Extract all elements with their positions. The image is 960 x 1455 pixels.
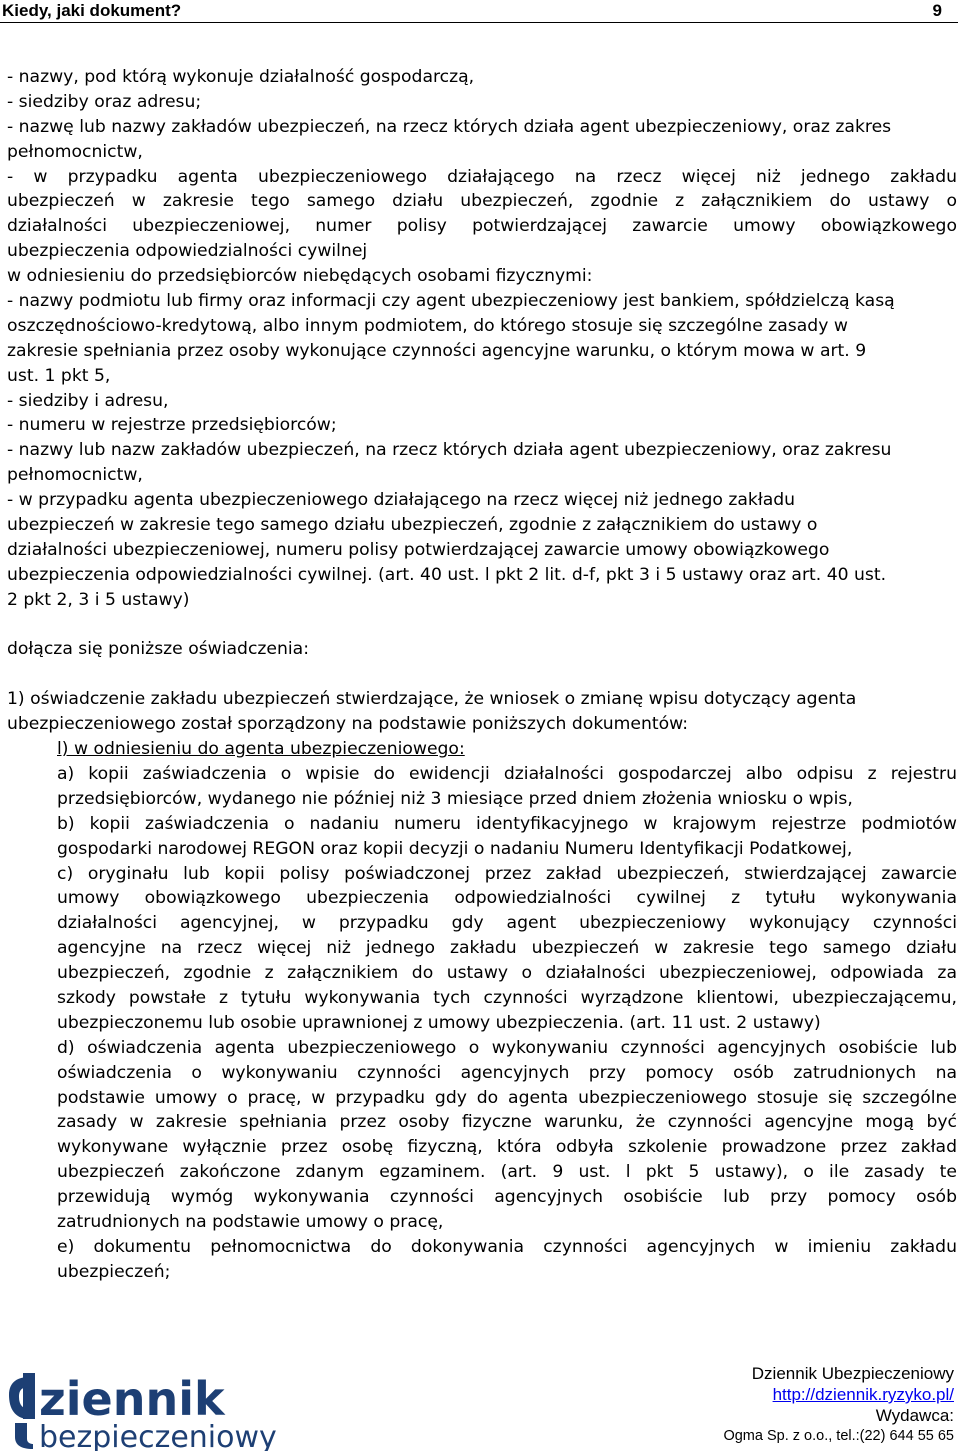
text-line: a) kopii zaświadczenia o wpisie do ewidencji działalności gospodarczej albo odpisu z rejestru <box>57 763 957 784</box>
text-line: ubezpieczeń w zakresie tego samego działu ubezpieczeń, zgodnie z załącznikiem do ustawy o <box>7 515 818 536</box>
blank-line <box>7 662 957 687</box>
text-line: c) oryginału lub kopii polisy poświadczonej przez zakład ubezpieczeń, stwierdzającej zawarcie <box>57 863 957 884</box>
text-line: ubezpieczeń, zgodnie z załącznikiem do ustawy o działalności ubezpieczeniowej, odpowiada za <box>57 963 957 984</box>
text-line: e) dokumentu pełnomocnictwa do dokonywania czynności agencyjnych w imieniu zakładu <box>57 1236 957 1257</box>
text-line: przewidują wymóg wykonywania czynności agencyjnych osobiście lub przy pomocy osób <box>57 1187 957 1208</box>
text-line: gospodarki narodowej REGON oraz kopii decyzji o nadaniu Numeru Identyfikacji Podatkowej, <box>57 838 853 859</box>
text-line: zasady w zakresie spełniania przez osoby fizyczne warunku, że czynności agencyjne mogą być <box>57 1112 957 1133</box>
text-line: ubezpieczeń; <box>57 1261 171 1282</box>
text-line: 2 pkt 2, 3 i 5 ustawy) <box>7 589 190 610</box>
text-line: 1) oświadczenie zakładu ubezpieczeń stwierdzające, że wniosek o zmianę wpisu dotyczący agenta <box>7 689 857 710</box>
text-line: l) w odniesieniu do agenta ubezpieczeniowego: <box>57 739 465 760</box>
text-line: oświadczenia o wykonywaniu czynności agencyjnych przy pomocy osób zatrudnionych na <box>57 1062 957 1083</box>
text-line: szkody powstałe z tytułu wykonywania tych czynności wyrządzone klientowi, ubezpieczającemu, <box>57 987 957 1008</box>
text-line: d) oświadczenia agenta ubezpieczeniowego o wykonywaniu czynności agencyjnych osobiście lub <box>57 1037 957 1058</box>
logo-word-bezpieczeniowy: bezpieczeniowy <box>39 1420 277 1451</box>
logo-graphic <box>5 1365 335 1451</box>
text-line: podstawie umowy o pracę, w przypadku gdy do agenta ubezpieczeniowego stosuje się szczególne <box>57 1087 957 1108</box>
text-line: pełnomocnictw, <box>7 141 143 162</box>
text-line: ubezpieczenia odpowiedzialności cywilnej <box>7 241 368 262</box>
text-line: ust. 1 pkt 5, <box>7 365 111 386</box>
logo-word-ziennik: ziennik <box>39 1372 225 1426</box>
footer-info <box>723 1363 954 1447</box>
text-line: b) kopii zaświadczenia o nadaniu numeru identyfikacyjnego w krajowym rejestrze podmiotów <box>57 813 957 834</box>
page-number: 9 <box>932 1 942 20</box>
text-line: pełnomocnictw, <box>7 465 143 486</box>
text-line: zakresie spełniania przez osoby wykonujące czynności agencyjne warunku, o którym mowa w art. 9 <box>7 340 867 361</box>
text-line: - nazwy lub nazw zakładów ubezpieczeń, na rzecz których działa agent ubezpieczeniowy, oraz zakresu <box>7 440 892 461</box>
text-line: - nazwy podmiotu lub firmy oraz informacji czy agent ubezpieczeniowy jest bankiem, spółdzielczą kasą <box>7 291 895 312</box>
publication-name: Dziennik Ubezpieczeniowy <box>751 1364 954 1383</box>
dziennik-ubezpieczeniowy-logo <box>5 1365 335 1451</box>
text-line: - w przypadku agenta ubezpieczeniowego działającego na rzecz więcej niż jednego zakładu <box>7 166 957 187</box>
text-line: oszczędnościowo-kredytową, albo innym podmiotem, do którego stosuje się szczególne zasady w <box>7 315 848 336</box>
text-line: ubezpieczenia odpowiedzialności cywilnej. (art. 40 ust. l pkt 2 lit. d-f, pkt 3 i 5 ustawy oraz art. 40 ust. <box>7 564 887 585</box>
text-line: działalności ubezpieczeniowej, numer polisy potwierdzającej zawarcie umowy obowiązkowego <box>7 216 957 237</box>
text-line: umowy obowiązkowego ubezpieczenia odpowiedzialności cywilnej z tytułu wykonywania <box>57 888 957 909</box>
text-line: działalności ubezpieczeniowej, numeru polisy potwierdzającej zawarcie umowy obowiązkowego <box>7 539 830 560</box>
text-line: agencyjne na rzecz więcej niż jednego zakładu ubezpieczeń w zakresie tego samego działu <box>57 938 957 959</box>
publication-url-link[interactable]: http://dziennik.ryzyko.pl/ <box>772 1385 954 1404</box>
blank-line <box>7 613 957 638</box>
header-divider <box>0 22 958 23</box>
text-line: ubezpieczeń w zakresie tego samego działu ubezpieczeń, zgodnie z załącznikiem do ustawy o <box>7 191 957 212</box>
text-line: - numeru w rejestrze przedsiębiorców; <box>7 415 337 436</box>
text-line: - nazwę lub nazwy zakładów ubezpieczeń, na rzecz których działa agent ubezpieczeniowy, oraz zakres <box>7 116 892 137</box>
text-line: zatrudnionych na podstawie umowy o pracę, <box>57 1211 444 1232</box>
text-line: działalności agencyjnej, w przypadku gdy agent ubezpieczeniowy wykonujący czynności <box>57 913 957 934</box>
text-line: ubezpieczeń zakończone zdanym egzaminem. (art. 9 ust. l pkt 5 ustawy), o ile zasady te <box>57 1162 957 1183</box>
text-line: - siedziby i adresu, <box>7 390 169 411</box>
page-header <box>0 0 960 21</box>
text-line: - siedziby oraz adresu; <box>7 91 202 112</box>
text-line: - nazwy, pod którą wykonuje działalność gospodarczą, <box>7 67 475 87</box>
text-line: przedsiębiorców, wydanego nie później niż 3 miesiące przed dniem złożenia wniosku o wpis, <box>57 788 853 809</box>
text-line: dołącza się poniższe oświadczenia: <box>7 639 309 660</box>
text-line: w odniesieniu do przedsiębiorców niebędących osobami fizycznymi: <box>7 266 593 287</box>
text-line: wykonywane wyłącznie przez osobę fizyczną, która odbyła szkolenie prowadzone przez zakład <box>57 1137 957 1158</box>
document-body <box>7 65 957 1285</box>
text-line: - w przypadku agenta ubezpieczeniowego działającego na rzecz więcej niż jednego zakładu <box>7 490 796 511</box>
publisher-details: Ogma Sp. z o.o., tel.:(22) 644 55 65 <box>723 1428 954 1444</box>
publisher-label: Wydawca: <box>875 1406 954 1425</box>
text-line: ubezpieczonemu lub osobie uprawnionej z umowy ubezpieczenia. (art. 11 ust. 2 ustawy) <box>57 1012 821 1033</box>
page-title: Kiedy, jaki dokument? <box>2 1 182 20</box>
text-line: ubezpieczeniowego został sporządzony na podstawie poniższych dokumentów: <box>7 714 689 735</box>
